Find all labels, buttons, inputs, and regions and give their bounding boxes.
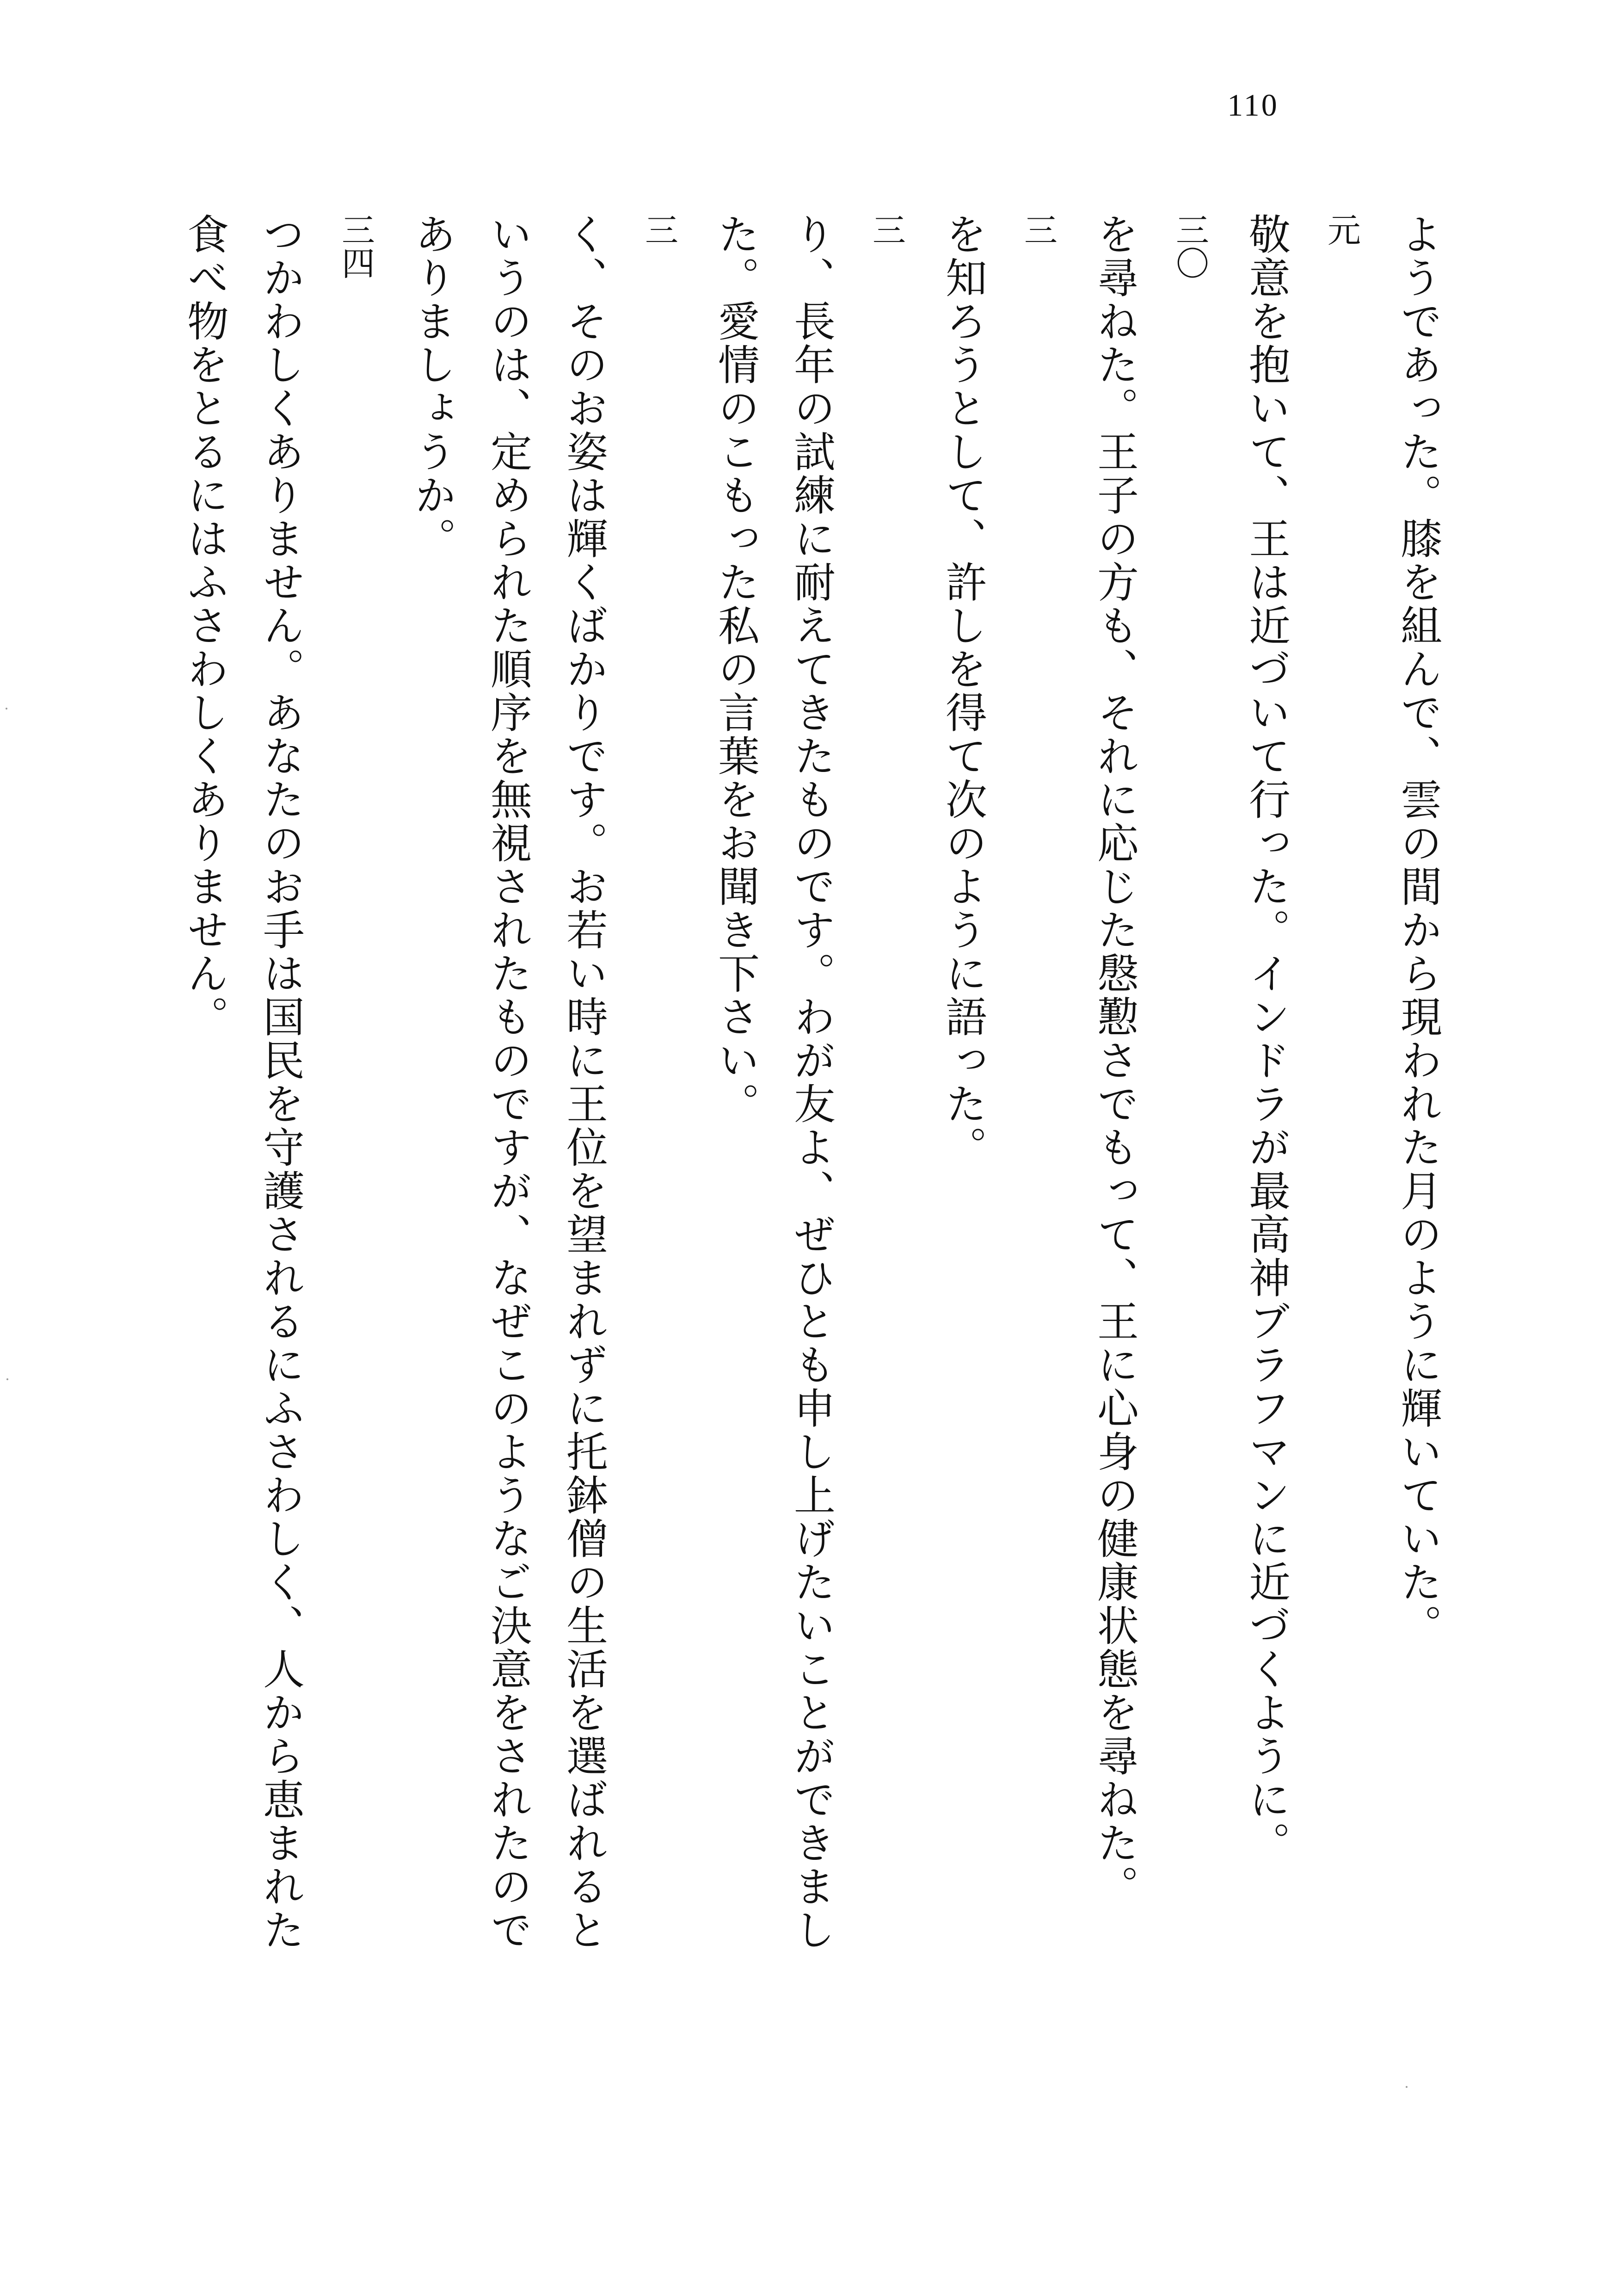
text-line (477, 213, 537, 1980)
verse-number: 三四 (336, 213, 375, 279)
line-text: ようであった。膝を組んで、雲の間から現われた月のように輝いていた。 (1393, 213, 1442, 1648)
line-text: を尋ねた。王子の方も、それに応じた慇懃さでもって、王に心身の健康状態を尋ねた。 (1090, 213, 1138, 1908)
verse-number: 三 (867, 213, 906, 246)
text-line (1311, 213, 1371, 1980)
text-line (781, 213, 841, 1980)
text-line (629, 213, 689, 1980)
line-text: 敬意を抱いて、王は近づいて行った。インドラが最高神ブラフマンに近づくように。 (1242, 213, 1290, 1865)
text-line (1236, 213, 1296, 1980)
text-line (932, 213, 992, 1980)
text-line (705, 213, 765, 1980)
body-text (174, 213, 1447, 1980)
text-line (1008, 213, 1068, 1980)
line-text: く、そのお姿は輝くばかりです。お若い時に王位を望まれずに托鉢僧の生活を選ばれると (559, 213, 608, 1952)
text-line (1160, 213, 1220, 1980)
text-line (1084, 213, 1144, 1980)
line-text: を知ろうとして、許しを得て次のように語った。 (938, 213, 987, 1169)
scan-speck (6, 1378, 8, 1380)
line-text: いうのは、定められた順序を無視されたものですが、なぜこのようなご決意をされたので (483, 213, 532, 1952)
verse-number: 三 (639, 213, 678, 246)
line-text: り、長年の試練に耐えてきたものです。わが友よ、ぜひとも申し上げたいことができまし (787, 213, 835, 1952)
scan-speck (6, 708, 7, 710)
text-line (401, 213, 461, 1980)
scan-speck (1406, 2086, 1408, 2088)
line-text: ありましょうか。 (407, 213, 456, 561)
line-text: つかわしくありません。あなたのお手は国民を守護されるにふさわしく、人から恵まれた (256, 213, 304, 1952)
line-text: 食べ物をとるにはふさわしくありません。 (180, 213, 228, 1039)
text-line (326, 213, 386, 1980)
text-line (174, 213, 234, 1980)
page-number: 110 (1227, 87, 1279, 123)
text-line (553, 213, 613, 1980)
text-line (250, 213, 310, 1980)
verse-number: 三〇 (1170, 213, 1209, 279)
text-line (1387, 213, 1447, 1980)
verse-number: 元 (1322, 213, 1361, 246)
line-text: た。愛情のこもった私の言葉をお聞き下さい。 (711, 213, 759, 1126)
verse-number: 三 (1019, 213, 1057, 246)
text-line (856, 213, 916, 1980)
